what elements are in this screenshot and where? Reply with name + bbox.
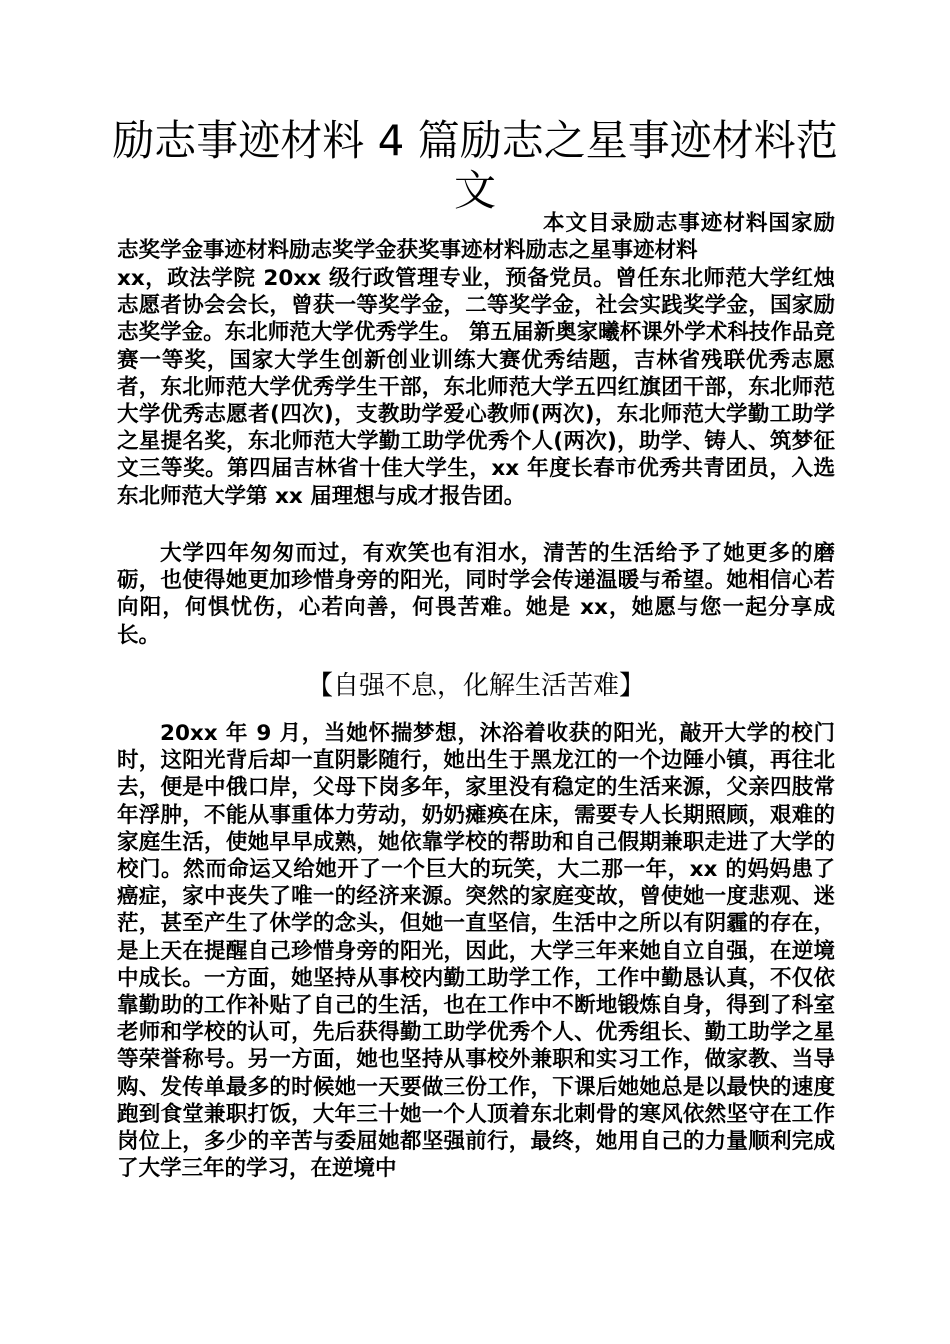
table-of-contents-paragraph: 本文目录励志事迹材料国家励志奖学金事迹材料励志奖学金获奖事迹材料励志之星事迹材料 [117, 211, 835, 264]
section-heading: 【自强不息，化解生活苦难】 [306, 671, 645, 701]
biography-paragraph: xx，政法学院 20xx 级行政管理专业，预备党员。曾任东北师范大学红烛志愿者协会会长，曾获一等奖学金，二等奖学金，社会实践奖学金，国家励志奖学金。东北师范大学优秀学生。 第五届新奥家曦杯课外学术科技作品竞赛一等奖，国家大学生创新创业训练大赛优秀结题，吉林省残联优秀志愿者，东北师范大学优秀学生干部，东北师范大学五四红旗团干部，东北师范大学优秀志愿者(四次)，支教助学爱心教师(两次)，东北师范大学勤工助学之星提名奖，东北师范大学勤工助学优秀个人(两次)，助学、铸人、筑梦征文三等奖。第四届吉林省十佳大学生，xx 年度长春市优秀共青团员，入选东北师范大学第 xx 届理想与成才报告团。 [117, 266, 835, 509]
story-paragraph: 20xx 年 9 月，当她怀揣梦想，沐浴着收获的阳光，敲开大学的校门时，这阳光背后却一直阴影随行，她出生于黑龙江的一个边陲小镇，再往北去，便是中俄口岸，父母下岗多年，家里没有稳定的生活来源，父亲四肢常年浮肿，不能从事重体力劳动，奶奶瘫痪在床，需要专人长期照顾，艰难的家庭生活，使她早早成熟，她依靠学校的帮助和自己假期兼职走进了大学的校门。然而命运又给她开了一个巨大的玩笑，大二那一年，xx 的妈妈患了癌症，家中丧失了唯一的经济来源。突然的家庭变故，曾使她一度悲观、迷茫，甚至产生了休学的念头，但她一直坚信，生活中之所以有阴霾的存在，是上天在提醒自己珍惜身旁的阳光，因此，大学三年来她自立自强，在逆境中成长。一方面，她坚持从事校内勤工助学工作，工作中勤恳认真，不仅依靠勤助的工作补贴了自己的生活，也在工作中不断地锻炼自身，得到了科室老师和学校的认可，先后获得勤工助学优秀个人、优秀组长、勤工助学之星等荣誉称号。另一方面，她也坚持从事校外兼职和实习工作，做家教、当导购、发传单最多的时候她一天要做三份工作，下课后她她总是以最快的速度跑到食堂兼职打饭，大年三十她一个人顶着东北刺骨的寒风依然坚守在工作岗位上，多少的辛苦与委屈她都坚强前行，最终，她用自己的力量顺利完成了大学三年的学习，在逆境中 [117, 721, 835, 1182]
introduction-paragraph: 大学四年匆匆而过，有欢笑也有泪水，清苦的生活给予了她更多的磨砺，也使得她更加珍惜身旁的阳光，同时学会传递温暖与希望。她相信心若向阳，何惧忧伤，心若向善，何畏苦难。她是 xx，她愿与您一起分享成长。 [117, 541, 835, 648]
document-title: 励志事迹材料 4 篇励志之星事迹材料范文 [112, 116, 838, 215]
